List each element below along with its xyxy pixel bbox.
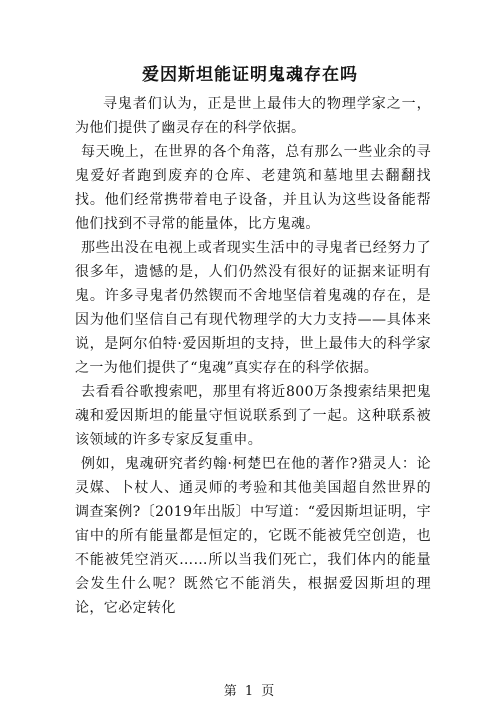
document-body bbox=[75, 92, 431, 620]
page-number: 第 1 页 bbox=[223, 684, 277, 699]
paragraph-1: 寻鬼者们认为，正是世上最伟大的物理学家之一，为他们提供了幽灵存在的科学依据。 bbox=[75, 96, 431, 136]
paragraph-5: 例如，鬼魂研究者约翰·柯楚巴在他的著作?猎灵人：论灵媒、卜杖人、通灵师的考验和其他美国超自然世界的调查案例?〔2019年出版〕中写道：“爱因斯坦证明，宇宙中的所有能量都是恒定的，它既不能被凭空创造，也不能被凭空消灭……所以当我们死亡，我们体内的能量会发生什么呢？既然它不能消失，根据爱因斯坦的理论，它必定转化 bbox=[75, 456, 431, 616]
document-title: 爱因斯坦能证明鬼魂存在吗 bbox=[142, 65, 358, 85]
paragraph-3: 那些出没在电视上或者现实生活中的寻鬼者已经努力了很多年，遗憾的是，人们仍然没有很好的证据来证明有鬼。许多寻鬼者仍然锲而不舍地坚信着鬼魂的存在，是因为他们坚信自己有现代物理学的大力支持——具体来说，是阿尔伯特·爱因斯坦的支持，世上最伟大的科学家之一为他们提供了“鬼魂”真实存在的科学依据。 bbox=[75, 240, 431, 376]
paragraph-2: 每天晚上，在世界的各个角落，总有那么一些业余的寻鬼爱好者跑到废弃的仓库、老建筑和墓地里去翻翻找找。他们经常携带着电子设备，并且认为这些设备能帮他们找到不寻常的能量体，比方鬼魂。 bbox=[75, 144, 431, 232]
paragraph-4: 去看看谷歌搜索吧，那里有将近800万条搜索结果把鬼魂和爱因斯坦的能量守恒说联系到了一起。这种联系被该领域的许多专家反复重申。 bbox=[75, 384, 431, 448]
